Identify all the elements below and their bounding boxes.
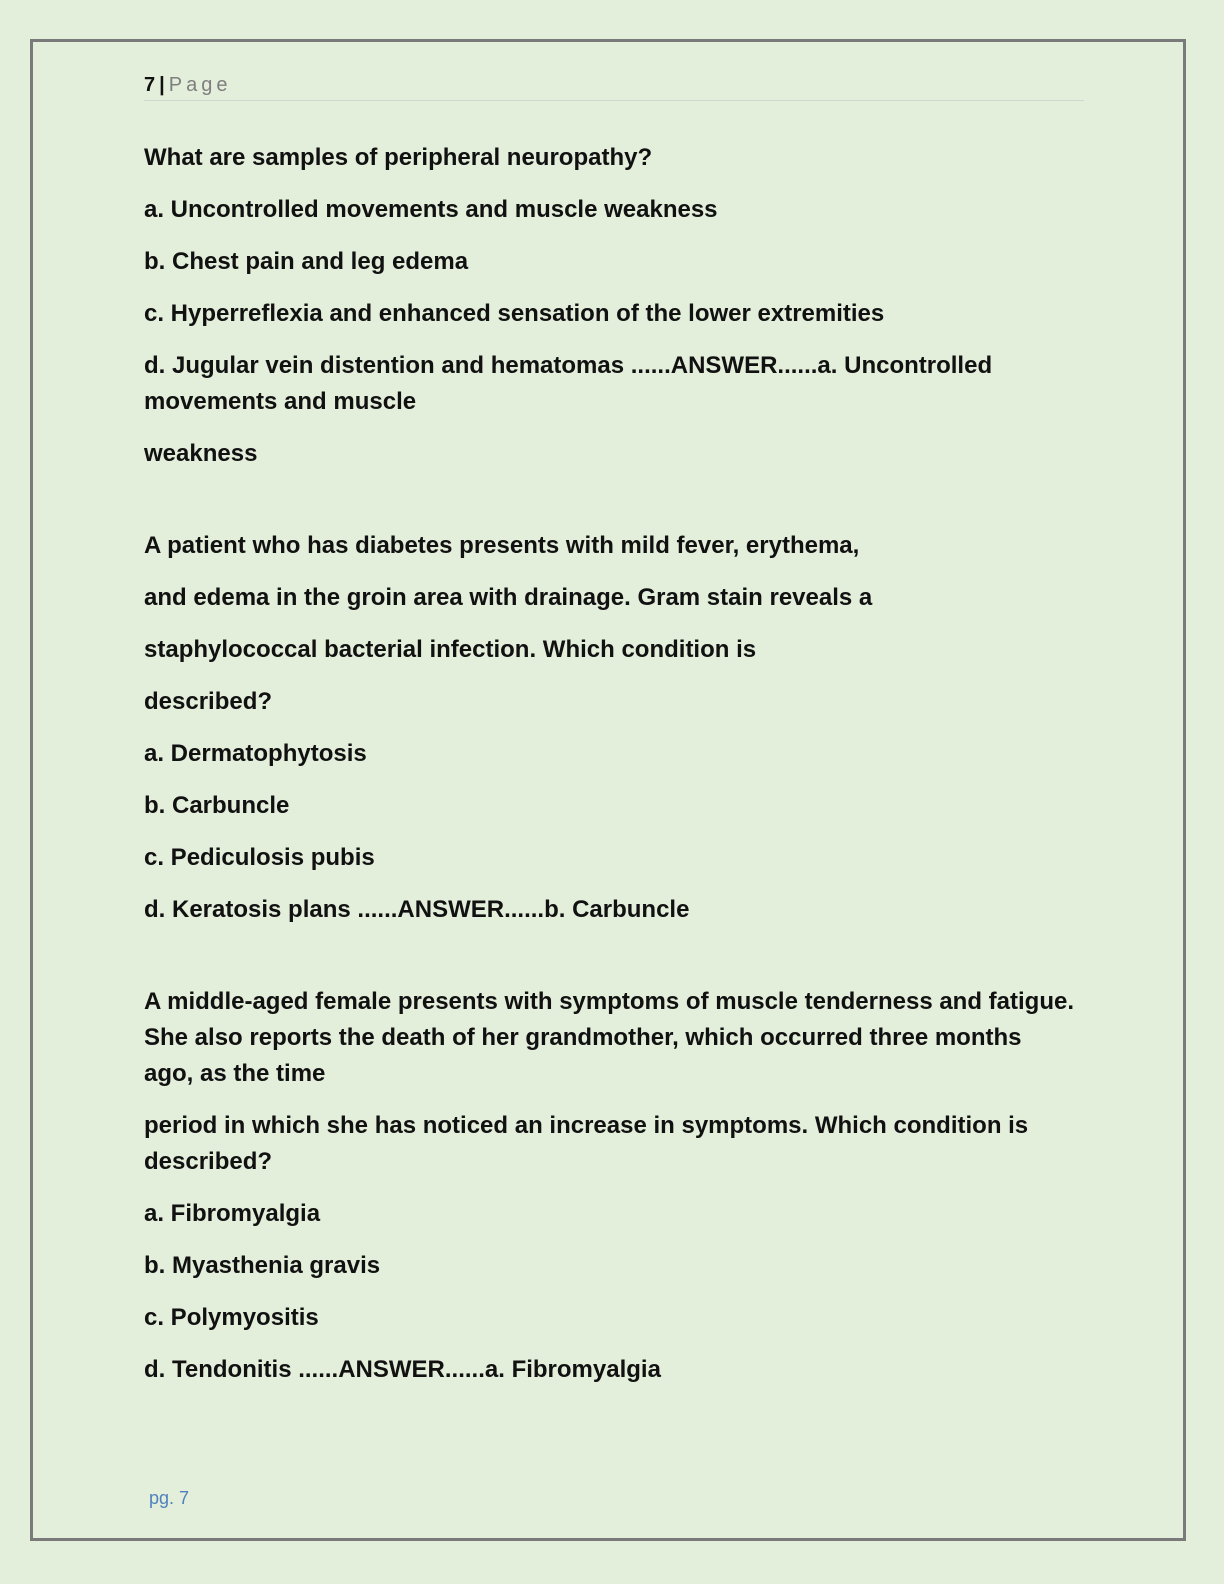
- question-2-stem-line-3: staphylococcal bacterial infection. Which condition is: [144, 636, 757, 663]
- question-1-stem: What are samples of peripheral neuropathy?: [144, 144, 653, 171]
- question-1-option-b: b. Chest pain and leg edema: [144, 248, 469, 275]
- question-1-option-c: c. Hyperreflexia and enhanced sensation of the lower extremities: [144, 300, 885, 327]
- question-3-option-a: a. Fibromyalgia: [144, 1200, 321, 1227]
- question-3-stem-part-2: period in which she has noticed an increase in symptoms. Which condition is described?: [144, 1112, 1029, 1175]
- header-separator: |: [159, 74, 165, 96]
- question-1-option-a: a. Uncontrolled movements and muscle weakness: [144, 196, 718, 223]
- question-2-option-a: a. Dermatophytosis: [144, 740, 367, 767]
- question-2-option-c: c. Pediculosis pubis: [144, 844, 375, 871]
- question-2-stem-line-1: A patient who has diabetes presents with mild fever, erythema,: [144, 532, 860, 559]
- question-2-stem-line-4: described?: [144, 688, 273, 715]
- question-1-answer-continued: weakness: [144, 440, 258, 467]
- question-block-3: [144, 984, 1074, 1388]
- question-3-stem-part-1: A middle-aged female presents with symptoms of muscle tenderness and fatigue. She also reports the death of her grandmother, which occurred three months ago, as the time: [144, 988, 1074, 1087]
- header-page-word: Page: [168, 74, 232, 96]
- question-3-option-d-answer: d. Tendonitis ......ANSWER......a. Fibromyalgia: [144, 1356, 661, 1383]
- question-1-option-d-answer: d. Jugular vein distention and hematomas ......ANSWER......a. Uncontrolled movements and muscle: [144, 352, 993, 415]
- page-header: [144, 72, 1084, 101]
- page-footer: pg. 7: [149, 1488, 190, 1508]
- question-3-option-c: c. Polymyositis: [144, 1304, 319, 1331]
- header-page-number: 7: [144, 74, 156, 96]
- question-block-1: [144, 140, 1074, 472]
- question-block-2: [144, 528, 1074, 928]
- question-2-option-d-answer: d. Keratosis plans ......ANSWER......b. Carbuncle: [144, 896, 690, 923]
- question-2-option-b: b. Carbuncle: [144, 792, 290, 819]
- page-content: [144, 140, 1074, 1388]
- question-3-option-b: b. Myasthenia gravis: [144, 1252, 381, 1279]
- question-2-stem-line-2: and edema in the groin area with drainage. Gram stain reveals a: [144, 584, 873, 611]
